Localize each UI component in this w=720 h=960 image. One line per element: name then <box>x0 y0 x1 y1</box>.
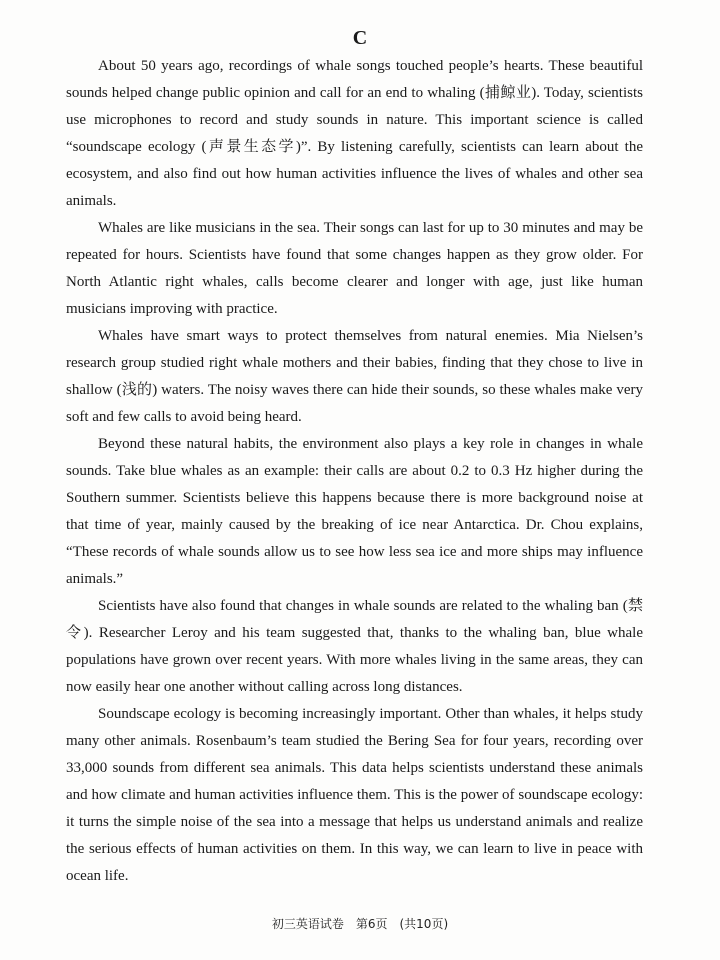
page-footer: 初三英语试卷 第6页 (共10页) <box>271 917 449 931</box>
paragraph-3: Whales have smart ways to protect themselves from natural enemies. Mia Nielsen’s research group studied right whale mothers and their babies, finding that they chose to live in shallow (浅的) waters. The noisy waves there can hide their sounds, so these whales make very soft and few calls to avoid being heard. <box>66 328 643 425</box>
paragraph-2: Whales are like musicians in the sea. Their songs can last for up to 30 minutes and may be repeated for hours. Scientists have found that some changes happen as they grow older. For North Atlantic right whales, calls become clearer and longer with age, just like human musicians improving with practice. <box>66 220 643 317</box>
section-heading: C <box>352 27 368 49</box>
reading-passage <box>66 53 643 890</box>
paragraph-1: About 50 years ago, recordings of whale songs touched people’s hearts. These beautiful sounds helped change public opinion and call for an end to whaling (捕鲸业). Today, scientists use microphones to record and study sounds in nature. This important science is called “soundscape ecology (声景生态学)”. By listening carefully, scientists can learn about the ecosystem, and also find out how human activities influence the lives of whales and other sea animals. <box>66 58 643 209</box>
paragraph-5: Scientists have also found that changes in whale sounds are related to the whaling ban (禁令). Researcher Leroy and his team suggested that, thanks to the whaling ban, blue whale populations have grown over recent years. With more whales living in the same areas, they can now easily hear one another without calling across long distances. <box>66 598 643 695</box>
paragraph-6: Soundscape ecology is becoming increasingly important. Other than whales, it helps study many other animals. Rosenbaum’s team studied the Bering Sea for four years, recording over 33,000 sounds from different sea animals. This data helps scientists understand these animals and how climate and human activities influence them. This is the power of soundscape ecology: it turns the simple noise of the sea into a message that helps us understand animals and realize the serious effects of human activities on them. In this way, we can learn to live in peace with ocean life. <box>66 706 643 884</box>
paragraph-4: Beyond these natural habits, the environment also plays a key role in changes in whale sounds. Take blue whales as an example: their calls are about 0.2 to 0.3 Hz higher during the Southern summer. Scientists believe this happens because there is more background noise at that time of year, mainly caused by the breaking of ice near Antarctica. Dr. Chou explains, “These records of whale sounds allow us to see how less sea ice and more ships may influence animals.” <box>66 436 643 587</box>
